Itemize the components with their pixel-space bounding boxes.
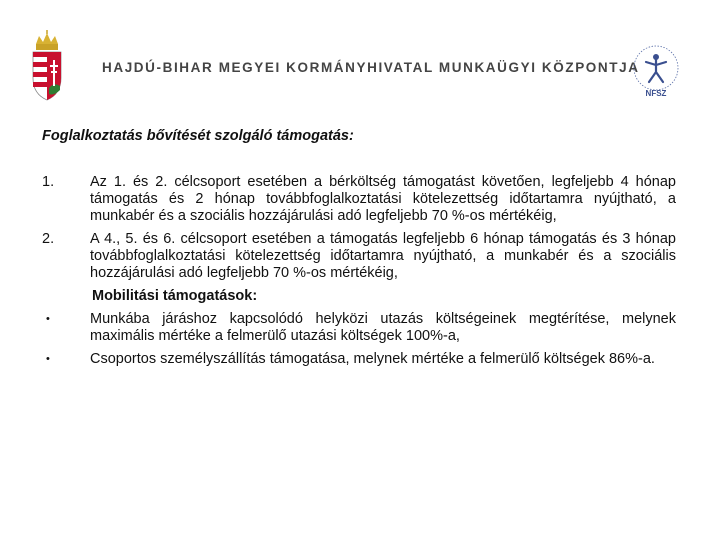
list-marker: 1. [42,174,55,190]
list-item [42,174,676,225]
nfsz-logo-icon [622,40,690,102]
list-item [42,351,676,368]
subsection-heading: Mobilitási támogatások: [92,288,258,304]
hungarian-coat-of-arms-icon [30,30,64,102]
page-header [0,0,720,110]
list-item-text: Csoportos személyszállítás támogatása, melynek mértéke a felmerülő költségek 86%-a. [90,351,655,367]
nfsz-logo-label: NFSZ [645,89,667,98]
organization-name: HAJDÚ-BIHAR MEGYEI KORMÁNYHIVATAL MUNKAÜGYI KÖZPONTJA [102,60,640,75]
section-heading: Foglalkoztatás bővítését szolgáló támogatás: [42,128,354,144]
main-content [42,128,676,374]
bullet-icon: • [46,353,50,365]
list-item [42,231,676,282]
list-marker: 2. [42,231,55,247]
list-item-text: A 4., 5. és 6. célcsoport esetében a támogatás legfeljebb 6 hónap támogatás és 3 hónap továbbfoglalkoztatási kötelezettség időtartamra nyújtható, a munkabér és a szociális hozzájárulási adó legfeljebb 70 %-os mértékéig, [90,231,676,281]
list-item [42,311,676,345]
bullet-icon: • [46,313,50,325]
list-item-text: Munkába járáshoz kapcsolódó helyközi utazás költségeinek megtérítése, melynek maximális mértéke a felmerülő utazási költségek 100%-a, [90,311,676,344]
list-item-text: Az 1. és 2. célcsoport esetében a bérköltség támogatást követően, legfeljebb 4 hónap támogatás és 2 hónap továbbfoglalkoztatási kötelezettség időtartamra nyújtható, a munkabér és a szociális hozzájárulási adó legfeljebb 70 %-os mértékéig, [90,174,676,224]
